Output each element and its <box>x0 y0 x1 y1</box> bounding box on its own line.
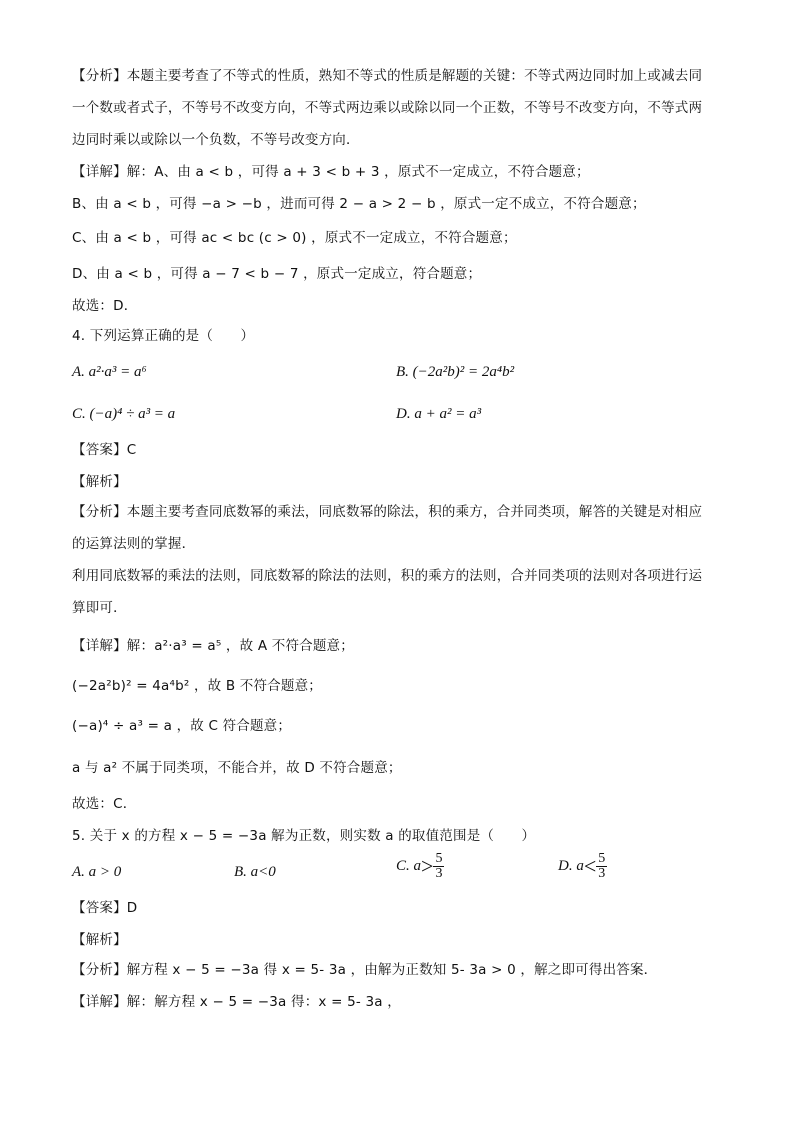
detail-line-d: D、由 a < b ，可得 a − 7 < b − 7 ，原式一定成立，符合题意； <box>72 266 482 282</box>
q5-jiexi-tag: 【解析】 <box>72 932 127 948</box>
q5-option-c <box>396 852 444 881</box>
q5-option-c-numerator: 5 <box>435 851 443 866</box>
q5-option-c-prefix: C. a <box>396 858 422 874</box>
question-5-stem: 5. 关于 x 的方程 x − 5 = −3a 解为正数，则实数 a 的取值范围是（ ） <box>72 828 536 844</box>
q4-option-c: C. (−a)⁴ ÷ a³ = a <box>72 406 176 422</box>
analysis-line-1: 【分析】本题主要考查了不等式的性质，熟知不等式的性质是解题的关键：不等式两边同时加上或减去同 <box>72 68 703 84</box>
analysis-line-2: 一个数或者式子，不等号不改变方向，不等式两边乘以或除以同一个正数，不等号不改变方向，不等式两 <box>72 100 703 116</box>
q5-detail: 【详解】解：解方程 x − 5 = −3a 得：x = 5- 3a ， <box>72 994 401 1010</box>
q4-choice: 故选：C． <box>72 796 137 812</box>
question-4-stem: 4. 下列运算正确的是（ ） <box>72 328 255 344</box>
detail-line-b: B、由 a < b ，可得 −a > −b ，进而可得 2 − a > 2 − b ，原式一定不成立，不符合题意； <box>72 196 646 212</box>
q4-answer: 【答案】C <box>72 442 137 458</box>
q4-analysis-line-2: 的运算法则的掌握． <box>72 536 196 552</box>
q5-option-d-numerator: 5 <box>598 851 606 866</box>
q4-option-d: D. a + a² = a³ <box>396 406 482 422</box>
detail-line-c: C、由 a < b ，可得 ac < bc (c > 0) ，原式不一定成立，不符合题意； <box>72 230 517 246</box>
analysis-line-3: 边同时乘以或除以一个负数，不等号改变方向． <box>72 132 360 148</box>
q5-option-c-denominator: 3 <box>435 866 443 881</box>
q4-jiexi-tag: 【解析】 <box>72 474 127 490</box>
q5-option-d-sign: < <box>583 853 597 879</box>
q4-analysis-line-3: 利用同底数幂的乘法的法则，同底数幂的除法的法则，积的乘方的法则，合并同类项的法则对各项进行运 <box>72 568 703 584</box>
q4-option-b: B. (−2a²b)² = 2a⁴b² <box>396 364 515 380</box>
q4-detail-d: a 与 a² 不属于同类项，不能合并，故 D 不符合题意； <box>72 760 402 776</box>
q4-detail-c: (−a)⁴ ÷ a³ = a ，故 C 符合题意； <box>72 718 292 734</box>
answer-choice-line: 故选：D． <box>72 298 138 314</box>
q5-option-a: A. a > 0 <box>72 864 122 880</box>
q4-detail-b: (−2a²b)² = 4a⁴b² ，故 B 不符合题意； <box>72 678 322 694</box>
q5-option-d-denominator: 3 <box>598 866 606 881</box>
q4-analysis-line-4: 算即可． <box>72 600 127 616</box>
q5-option-d-fraction <box>596 852 607 881</box>
q4-detail-a: 【详解】解：a²·a³ = a⁵ ，故 A 不符合题意； <box>72 638 354 654</box>
q4-analysis-line-1: 【分析】本题主要考查同底数幂的乘法，同底数幂的除法，积的乘方，合并同类项，解答的关键是对相应 <box>72 504 703 520</box>
q5-option-b: B. a<0 <box>234 864 276 880</box>
q5-option-c-fraction <box>433 852 444 881</box>
q5-option-d-prefix: D. a <box>558 858 584 874</box>
q5-option-d <box>558 852 607 881</box>
q5-analysis: 【分析】解方程 x − 5 = −3a 得 x = 5- 3a ，由解为正数知 5- 3a > 0 ，解之即可得出答案． <box>72 962 658 978</box>
q5-answer: 【答案】D <box>72 900 138 916</box>
q5-option-c-sign: > <box>421 853 434 879</box>
detail-line-a: 【详解】解：A、由 a < b ，可得 a + 3 < b + 3 ，原式不一定成立，不符合题意； <box>72 164 590 180</box>
q4-option-a: A. a²·a³ = a⁶ <box>72 364 147 380</box>
